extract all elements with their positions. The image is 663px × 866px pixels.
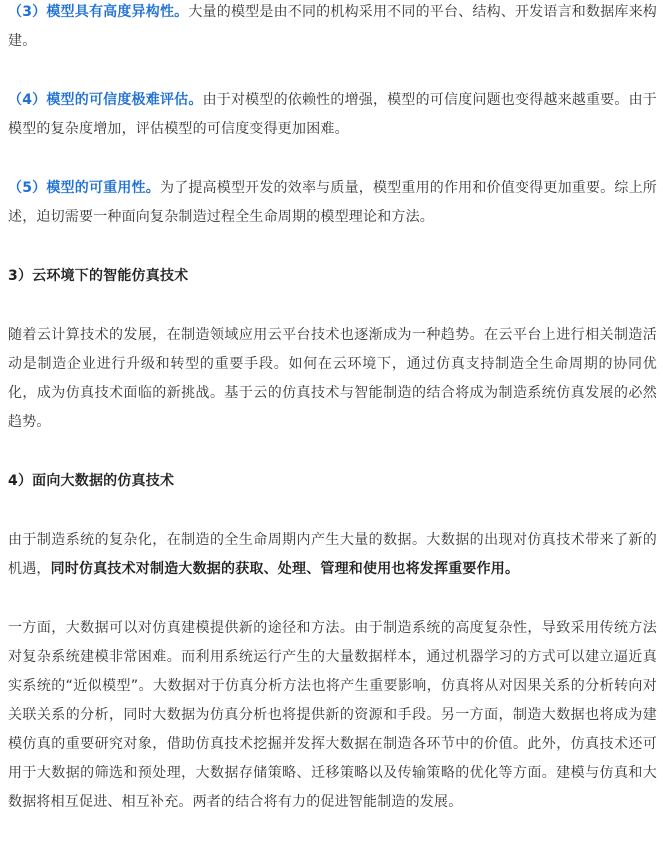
item-reusability-text: 为了提高模型开发的效率与质量，模型重用的作用和价值变得更加重要。综上所述，迫切需要一种面向复杂制造过程全生命周期的模型理论和方法。 [8,180,657,225]
item-reusability-label: （5）模型的可重用性。 [8,180,160,196]
section4-paragraph1 [8,526,657,584]
item-heterogeneity-text: 大量的模型是由不同的机构采用不同的平台、结构、开发语言和数据库来构建。 [8,4,657,49]
item-credibility-label: （4）模型的可信度极难评估。 [8,92,203,108]
section3-paragraph: 随着云计算技术的发展，在制造领域应用云平台技术也逐渐成为一种趋势。在云平台上进行相关制造活动是制造企业进行升级和转型的重要手段。如何在云环境下，通过仿真支持制造全生命周期的协同优化，成为仿真技术面临的新挑战。基于云的仿真技术与智能制造的结合将成为制造系统仿真发展的必然趋势。 [8,327,657,430]
section4-heading: 4）面向大数据的仿真技术 [8,473,175,489]
item-reusability [8,174,657,232]
section4-paragraph1-plain: 由于制造系统的复杂化，在制造的全生命周期内产生大量的数据。大数据的出现对仿真技术带来了新的机遇， [8,532,657,577]
item-credibility [8,86,657,144]
item-heterogeneity-label: （3）模型具有高度异构性。 [8,4,189,20]
item-heterogeneity [8,0,657,56]
item-credibility-text: 由于对模型的依赖性的增强，模型的可信度问题也变得越来越重要。由于模型的复杂度增加，评估模型的可信度变得更加困难。 [8,92,657,137]
section4-paragraph2: 一方面，大数据可以对仿真建模提供新的途径和方法。由于制造系统的高度复杂性，导致采用传统方法对复杂系统建模非常困难。而利用系统运行产生的大量数据样本，通过机器学习的方式可以建立逼近真实系统的“近似模型”。大数据对于仿真分析方法也将产生重要影响，仿真将从对因果关系的分析转向对关联关系的分析，同时大数据为仿真分析也将提供新的资源和手段。另一方面，制造大数据也将成为建模仿真的重要研究对象，借助仿真技术挖掘并发挥大数据在制造各环节中的价值。此外，仿真技术还可用于大数据的筛选和预处理，大数据存储策略、迁移策略以及传输策略的优化等方面。建模与仿真和大数据将相互促进、相互补充。两者的结合将有力的促进智能制造的发展。 [8,620,657,810]
section3-heading: 3）云环境下的智能仿真技术 [8,268,189,284]
section4-paragraph1-bold: 同时仿真技术对制造大数据的获取、处理、管理和使用也将发挥重要作用。 [50,561,520,577]
